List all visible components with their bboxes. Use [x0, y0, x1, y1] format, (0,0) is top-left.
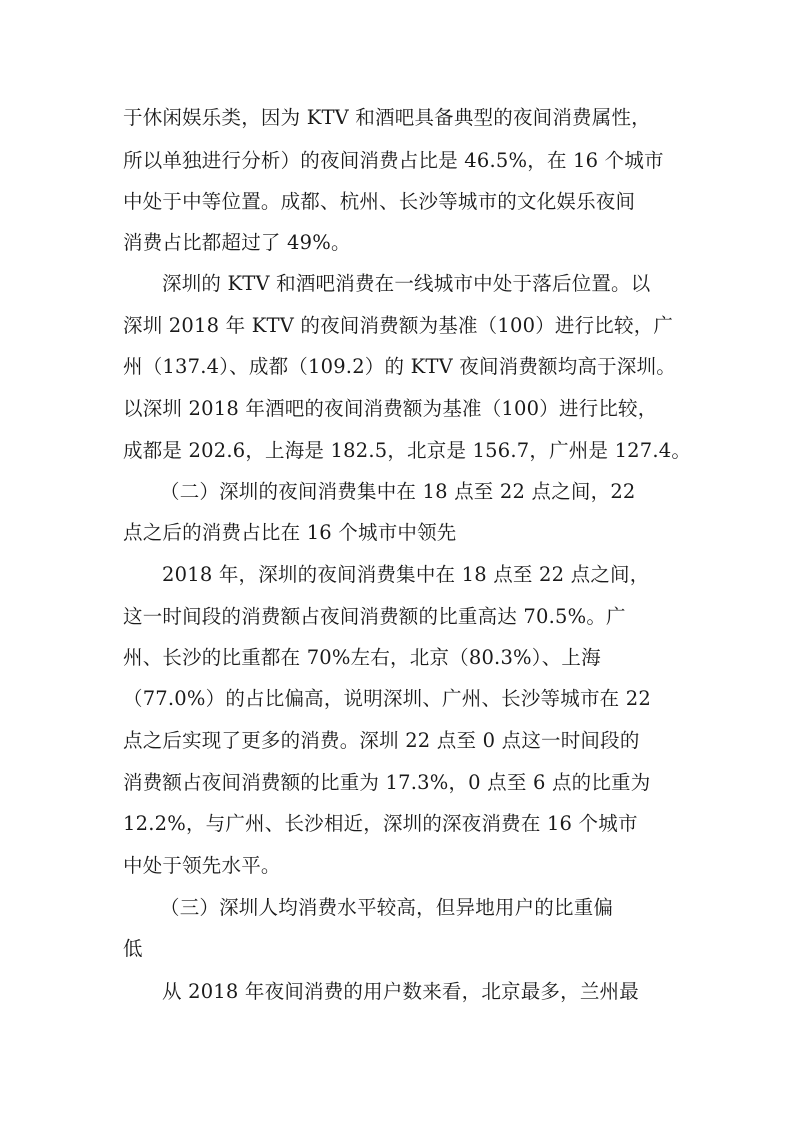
paragraph-line: 深圳 2018 年 KTV 的夜间消费额为基准（100）进行比较，广 — [123, 314, 674, 337]
paragraph-line: 消费额占夜间消费额的比重为 17.3%，0 点至 6 点的比重为 — [123, 771, 651, 794]
paragraph-line: 以深圳 2018 年酒吧的夜间消费额为基准（100）进行比较， — [123, 397, 658, 420]
paragraph-line: 于休闲娱乐类，因为 KTV 和酒吧具备典型的夜间消费属性， — [123, 106, 651, 129]
section-heading-line: （二）深圳的夜间消费集中在 18 点至 22 点之间，22 — [160, 480, 636, 503]
paragraph-line: 消费占比都超过了 49%。 — [123, 231, 351, 254]
paragraph-line: 州（137.4）、成都（109.2）的 KTV 夜间消费额均高于深圳。 — [123, 355, 676, 378]
paragraph-line: 所以单独进行分析）的夜间消费占比是 46.5%，在 16 个城市 — [123, 149, 664, 172]
section-heading-line: 点之后的消费占比在 16 个城市中领先 — [123, 521, 457, 544]
paragraph-line: 2018 年，深圳的夜间消费集中在 18 点至 22 点之间， — [162, 563, 650, 586]
paragraph-line: 12.2%，与广州、长沙相近，深圳的深夜消费在 16 个城市 — [123, 812, 638, 835]
paragraph-line: 深圳的 KTV 和酒吧消费在一线城市中处于落后位置。以 — [162, 272, 651, 295]
paragraph-line: （77.0%）的占比偏高，说明深圳、广州、长沙等城市在 22 — [123, 687, 651, 710]
paragraph-line: 这一时间段的消费额占夜间消费额的比重高达 70.5%。广 — [123, 605, 626, 628]
paragraph-line: 成都是 202.6，上海是 182.5，北京是 156.7，广州是 127.4。 — [123, 439, 692, 462]
paragraph-line: 中处于中等位置。成都、杭州、长沙等城市的文化娱乐夜间 — [123, 190, 636, 213]
paragraph-line: 点之后实现了更多的消费。深圳 22 点至 0 点这一时间段的 — [123, 729, 640, 752]
paragraph-line: 从 2018 年夜间消费的用户数来看，北京最多，兰州最 — [162, 980, 639, 1003]
paragraph-line: 中处于领先水平。 — [123, 854, 281, 877]
section-heading-line: 低 — [123, 937, 143, 960]
paragraph-line: 州、长沙的比重都在 70%左右，北京（80.3%）、上海 — [123, 646, 601, 669]
section-heading-line: （三）深圳人均消费水平较高，但异地用户的比重偏 — [160, 896, 614, 919]
